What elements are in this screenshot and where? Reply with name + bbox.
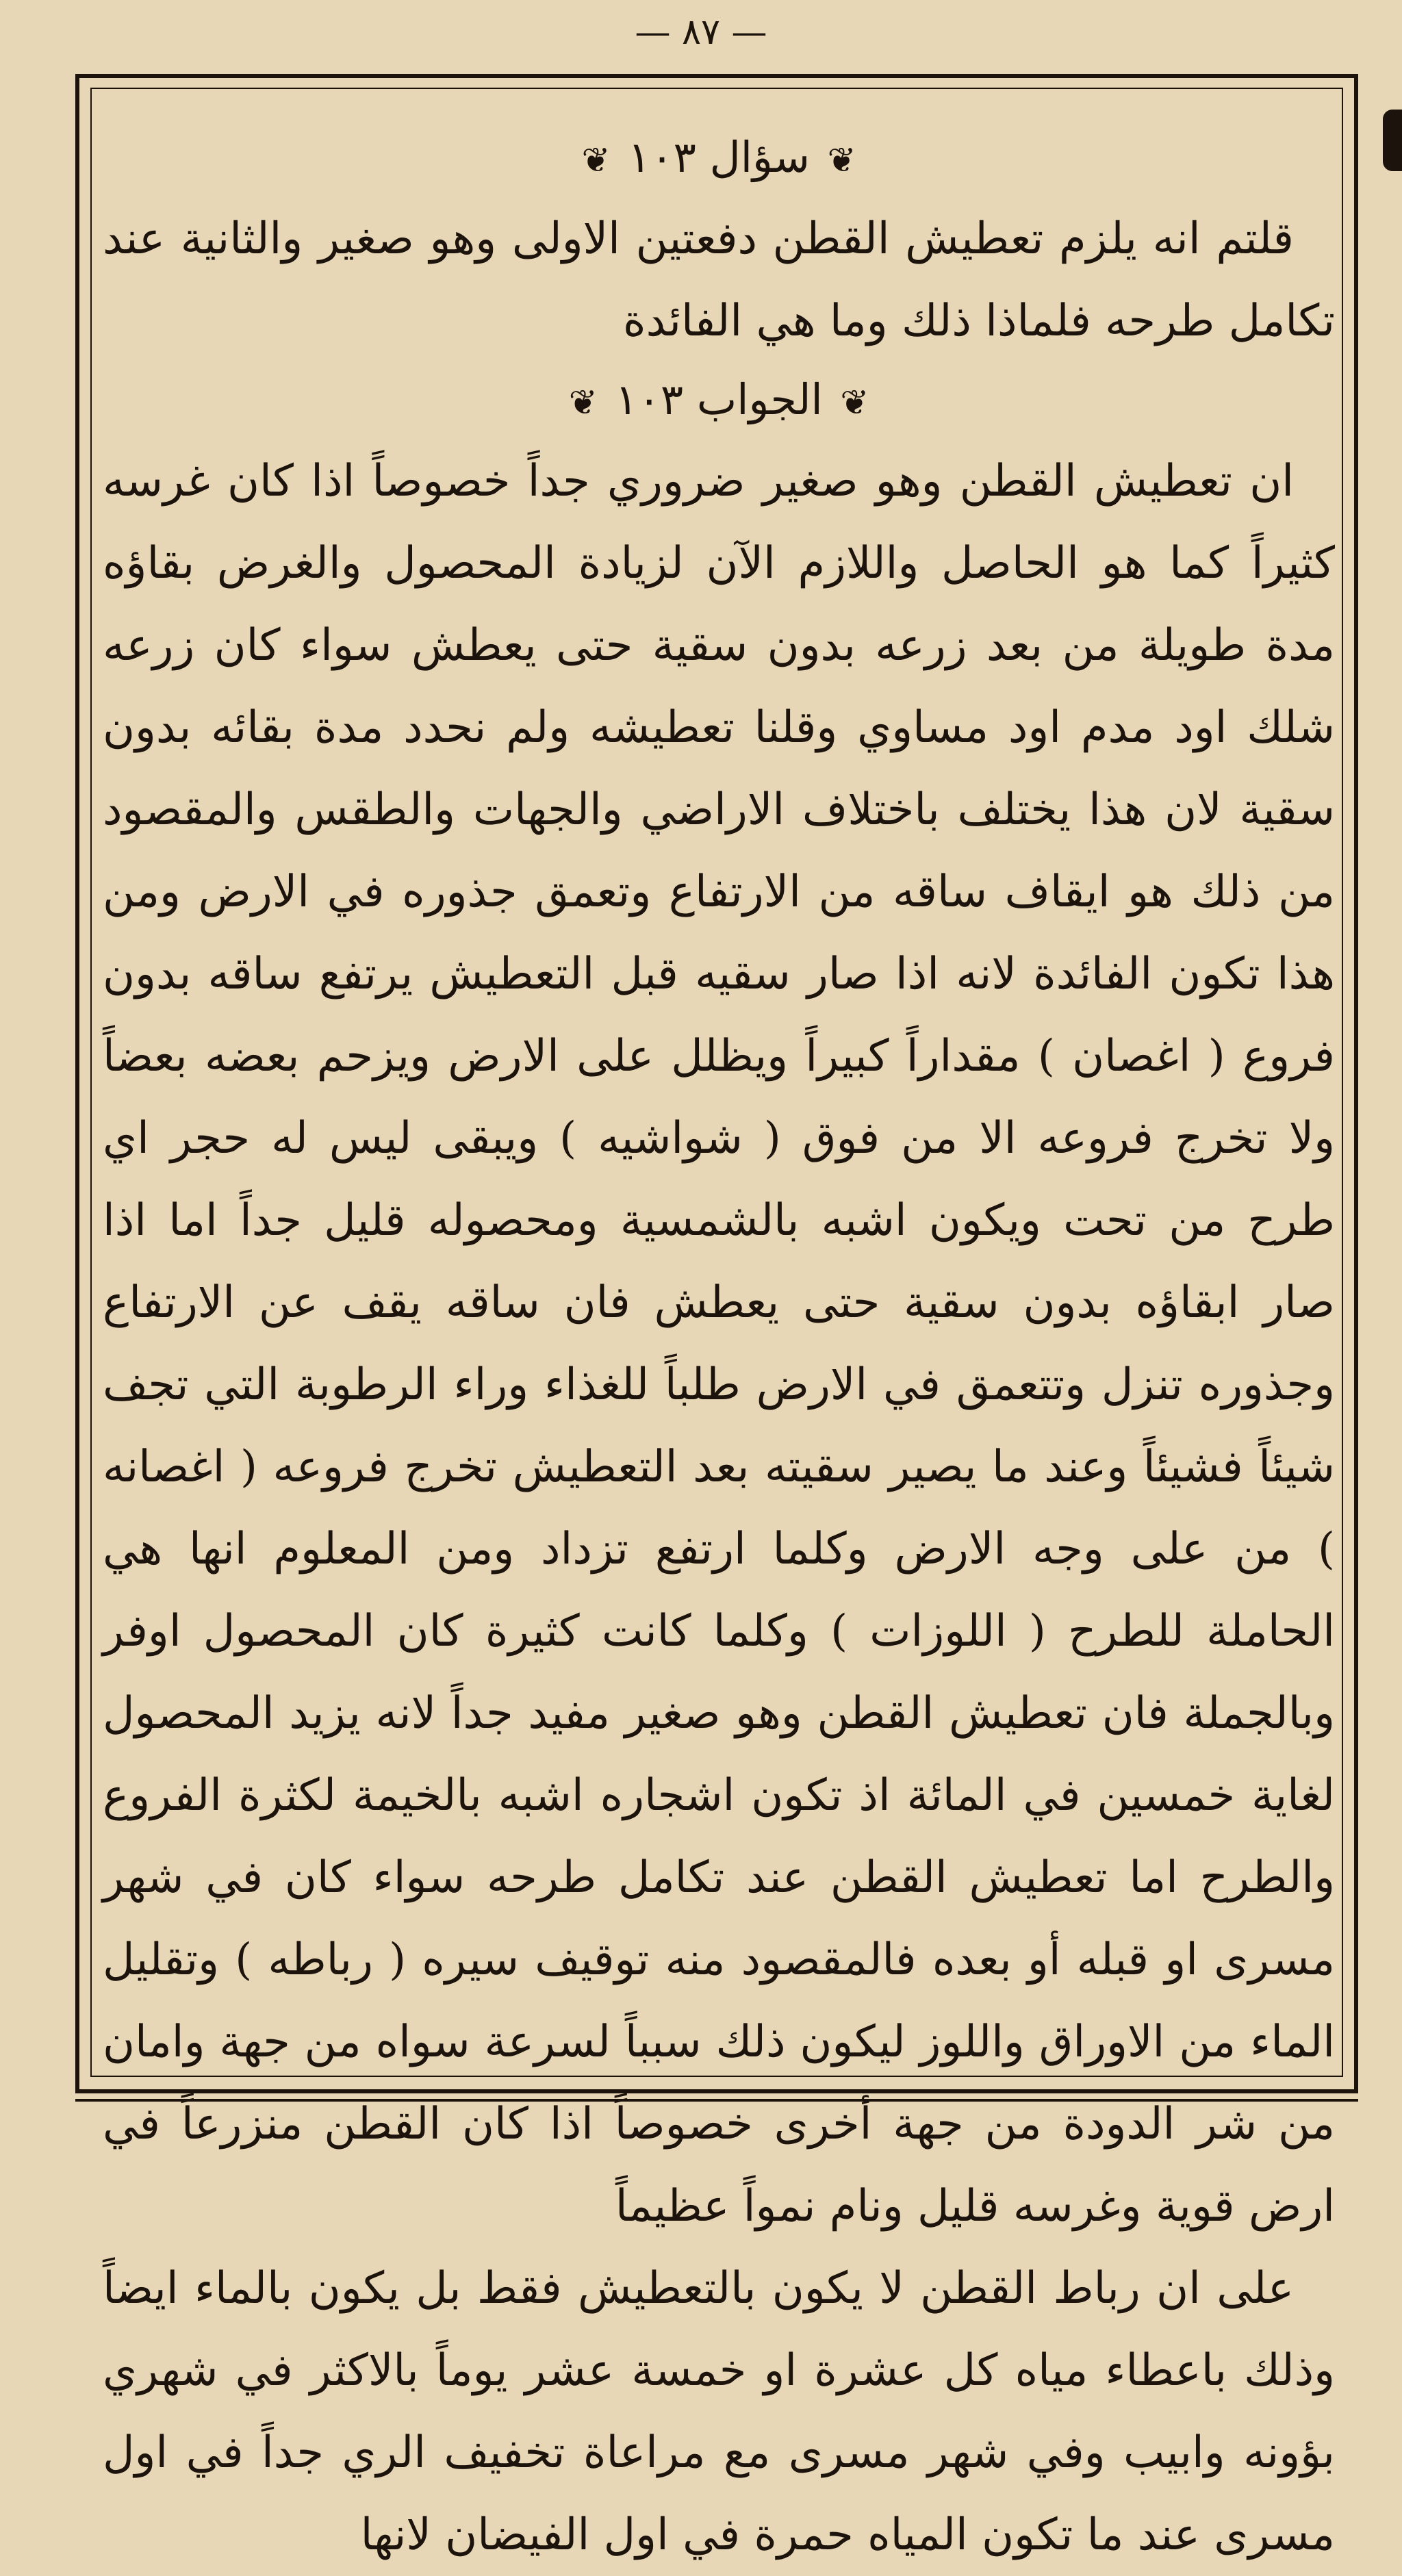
answer-heading bbox=[103, 362, 1335, 440]
page-number: — ٨٧ — bbox=[635, 12, 767, 53]
answer-paragraph: على ان رباط القطن لا يكون بالتعطيش فقط بل يكون بالماء ايضاً وذلك باعطاء مياه كل عشرة او خمسة عشر يوماً بالاكثر في شهري بؤونه وابيب وفي شهر مسرى مع مراعاة تخفيف الري جداً في اول مسرى عند ما تكون المياه حمرة في اول الفيضان لانها bbox=[103, 2263, 1336, 2560]
answer-paragraph: ان تعطيش القطن وهو صغير ضروري جداً خصوصاً اذا كان غرسه كثيراً كما هو الحاصل واللازم الآن لزيادة المحصول والغرض بقاؤه مدة طويلة من بعد زرعه بدون سقية حتى يعطش سواء كان زرعه شلك اود مدم اود مساوي وقلنا تعطيشه ولم نحدد مدة بقائه بدون سقية لان هذا يختلف باختلاف الاراضي والجهات والطقس والمقصود من ذلك هو ايقاف ساقه من الارتفاع وتعمق جذوره في الارض ومن هذا تكون الفائدة لانه اذا صار سقيه قبل التعطيش يرتفع ساقه بدون فروع ( اغصان ) مقداراً كبيراً ويظلل على الارض ويزحم بعضه بعضاً ولا تخرج فروعه الا من فوق ( شواشيه ) ويبقى ليس له حجر اي طرح من تحت ويكون اشبه بالشمسية ومحصوله قليل جداً اما اذا صار ابقاؤه بدون سقية حتى يعطش فان ساقه يقف عن الارتفاع وجذوره تنزل وتتعمق في الارض طلباً للغذاء وراء الرطوبة التي تجف شيئاً فشيئاً وعند ما يصير سقيته بعد التعطيش تخرج فروعه ( اغصانه ) من على وجه الارض وكلما ارتفع تزداد ومن المعلوم انها هي الحاملة للطرح ( اللوزات ) وكلما كانت كثيرة كان المحصول اوفر وبالجملة فان تعطيش القطن وهو صغير مفيد جداً لانه يزيد المحصول لغاية خمسين في المائة اذ تكون اشجاره اشبه بالخيمة لكثرة الفروع والطرح اما تعطيش القطن عند تكامل طرحه سواء كان في شهر مسرى او قبله أو بعده فالمقصود منه توقيف سيره ( رباطه ) وتقليل الماء من الاوراق واللوز ليكون ذلك سبباً لسرعة سواه من جهة وامان من شر الدودة من جهة أخرى خصوصاً اذا كان القطن منزرعاً في ارض قوية وغرسه قليل ونام نمواً عظيماً bbox=[103, 456, 1336, 2232]
question-heading bbox=[103, 120, 1335, 198]
answer-heading-text: الجواب ١٠٣ bbox=[615, 374, 823, 424]
page-content bbox=[103, 120, 1336, 2560]
ornament-icon: ❦ bbox=[840, 383, 869, 422]
ornament-icon: ❦ bbox=[581, 140, 611, 180]
page-edge-tab bbox=[1383, 110, 1402, 171]
ornament-icon: ❦ bbox=[827, 140, 856, 180]
question-heading-text: سؤال ١٠٣ bbox=[628, 132, 810, 182]
ornament-icon: ❦ bbox=[568, 383, 598, 422]
question-text: قلتم انه يلزم تعطيش القطن دفعتين الاولى وهو صغير والثانية عند تكامل طرحه فلماذا ذلك وما هي الفائدة bbox=[103, 214, 1335, 346]
